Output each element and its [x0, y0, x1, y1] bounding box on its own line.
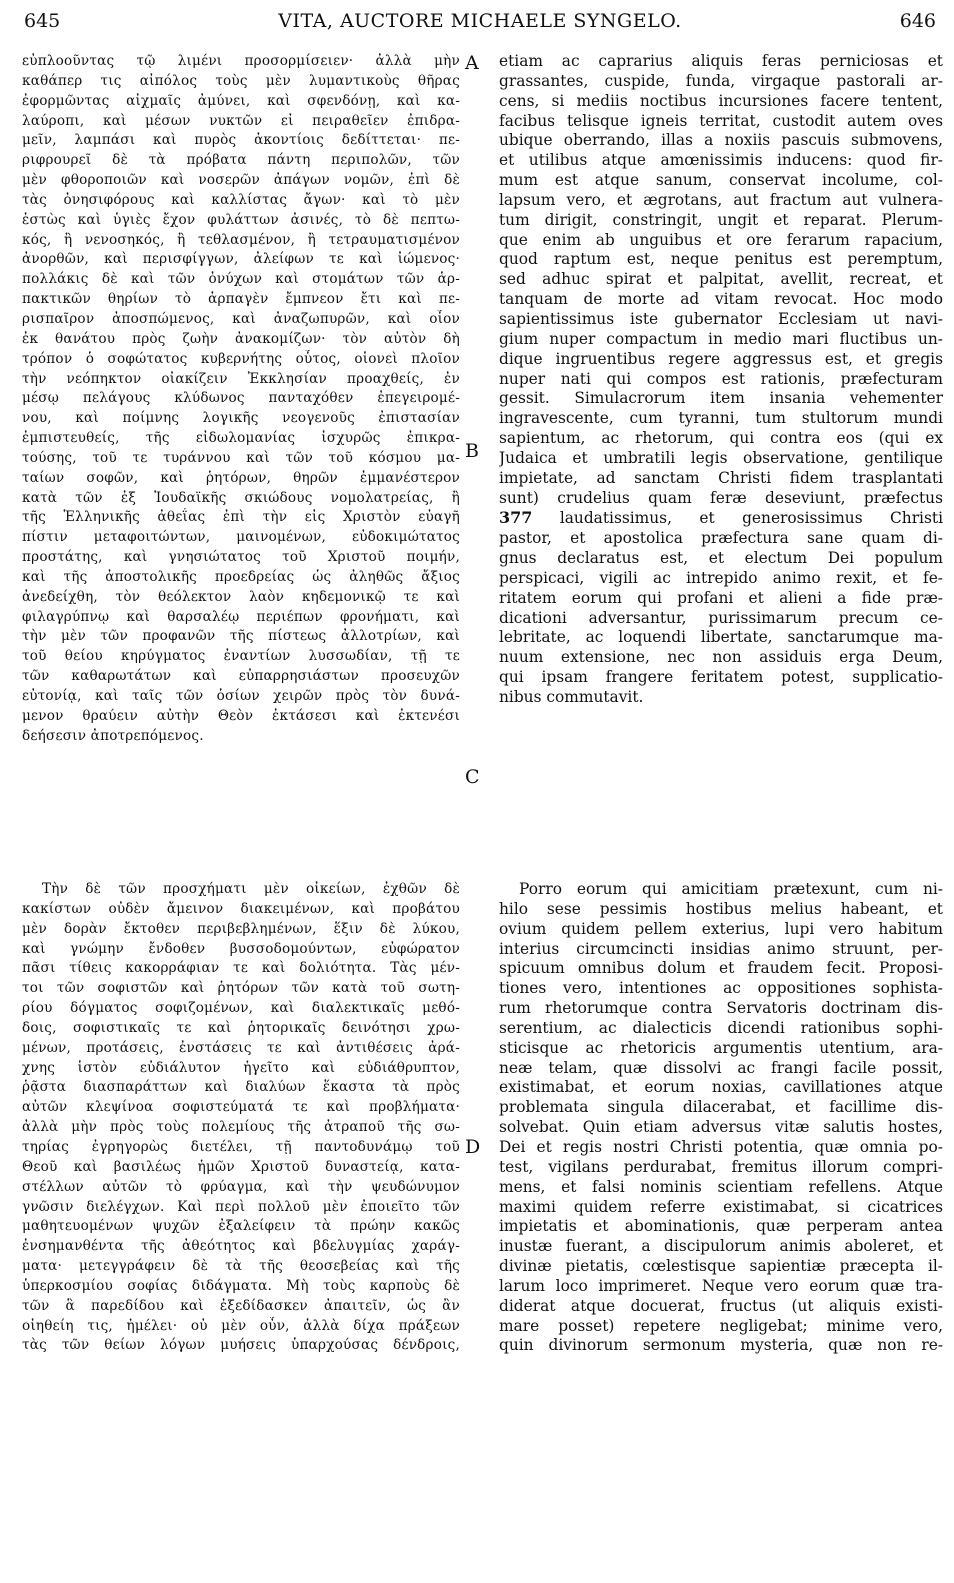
text-line: dique ingruentibus regere aggressus est, et gregis [499, 349, 943, 368]
text-line: tum dirigit, constringit, ungit et reparat. Plerum- [499, 210, 943, 229]
text-line: grassantes, cuspide, funda, virgaque pastorali ar- [499, 71, 943, 90]
text-line: ἐμπιστευθείς, τῆς εἰδωλομανίας ἰσχυρῶς ἐπικρα- [22, 430, 460, 447]
greek-column-paragraph-2 [22, 880, 460, 1356]
text-line: dicationi adversantur, purissimarum precum ce- [499, 608, 943, 627]
text-line: ματα· μετεγγράφειν δὲ τὰ τῆς θεοσεβείας καὶ τῆς [22, 1258, 460, 1275]
greek-column-paragraph-1 [22, 52, 460, 747]
text-line: existimabat, et eorum noxias, cavillationes atque [499, 1078, 943, 1097]
text-line: ἐνσημανθέντα τῆς ἀθεότητος καὶ βδελυγμίας χαράγ- [22, 1238, 460, 1255]
text-line: στέλλων αὐτῶν τὸ φρύαγμα, καὶ τὴν ψευδώνυμον [22, 1178, 460, 1195]
text-line: οἰηθείη τις, ἠμέλει· οὐ μὲν οὖν, ἀλλὰ δίχα πράξεων [22, 1317, 460, 1334]
text-line: spicuum omnibus dolum et fraudem fecit. Proposi- [499, 959, 943, 978]
text-line: δοις, σοφιστικαῖς τε καὶ ῥητορικαῖς δεινότησι χρω- [22, 1019, 460, 1036]
text-line: πᾶσι τίθεις κακορράφιαν τε καὶ δολιότητα. Τὰς μέν- [22, 960, 460, 977]
text-line: τηρίας ἐγρηγορὼς διετέλει, τῇ παντοδυνάμῳ τοῦ [22, 1138, 460, 1155]
text-line: qui ipsam frangere feritatem potest, supplicatio- [499, 668, 943, 687]
text-line: ἀνεδείχθη, τὸν θεόλεκτον λαὸν κηδεμονικῷ τε καὶ [22, 588, 460, 605]
text-line: αὐτῶν κλεψίνοα σοφιστεύματά τε καὶ προβλήματα· [22, 1099, 460, 1116]
text-line: mare posset) repetere negligebat; minime vero, [499, 1316, 943, 1335]
text-line: Θεοῦ καὶ βασιλέως ἡμῶν Χριστοῦ δυναστείᾳ, κατα- [22, 1158, 460, 1175]
text-line: τοι τῶν σοφιστῶν καὶ ῥητόρων τῶν κατὰ τοῦ σωτη- [22, 980, 460, 997]
text-line: tiones vero, intentiones ac oppositiones sophista- [499, 979, 943, 998]
text-line: test, vigilans perdurabat, fremitus illorum compri- [499, 1157, 943, 1176]
text-line: problemata singula dilacerabat, et facillime dis- [499, 1098, 943, 1117]
text-line: ἀνορθῶν, καὶ περισφίγγων, ἀλείφων τε καὶ ἰώμενος· [22, 251, 460, 268]
text-line: sunt) crudelius quam feræ deseviunt, præfectus [499, 488, 943, 507]
text-line: ἀλλὰ μὴν πρὸς τοὺς πολεμίους τῆς ἀτραποῦ τῆς σω- [22, 1119, 460, 1136]
text-line: πακτικῶν θηρίων τὸ ἁρπαγὲν ἔμπνεον ἔτι καὶ πε- [22, 291, 460, 308]
text-line: τῶν καθαρωτάτων καὶ εὐπαρρησιάστων προσευχῶν [22, 668, 460, 685]
text-line: inustæ fuerant, a discipulorum animis aboleret, et [499, 1237, 943, 1256]
text-line: mum est atque sanum, conservat incolume, col- [499, 171, 943, 190]
text-line: lebritate, ac loquendi libertate, sanctarumque ma- [499, 628, 943, 647]
text-line: φιλαγρύπνῳ καὶ θαρσαλέῳ περιέπων φρονήματι, καὶ [22, 608, 460, 625]
latin-column-paragraph-1 [499, 52, 943, 708]
text-line: sapientum, ac rhetorum, qui contra eos (qui ex [499, 429, 943, 448]
text-line: τὴν μὲν τῶν προφανῶν τῆς πίστεως ἀλλοτρίων, καὶ [22, 628, 460, 645]
text-line: ritatem eorum qui profani et alieni a fide præ- [499, 588, 943, 607]
text-line: Judaica et umbratili legis observatione, gentilique [499, 448, 943, 467]
text-line: divinæ pietatis, cœlestisque sapientiæ præcepta il- [499, 1257, 943, 1276]
text-line: et utilibus atque amœnissimis inducens: quod fir- [499, 151, 943, 170]
column-number: 377 [499, 508, 533, 528]
text-line: etiam ac caprarius aliquis feras perniciosas et [499, 52, 943, 70]
text-line: tanquam de morte ad vitam revocat. Hoc modo [499, 290, 943, 309]
text-line: cens, si mediis noctibus incursiones facere tentent, [499, 91, 943, 110]
text-line: τὰς ὀνησιφόρους καὶ καλλίστας ἄγων· καὶ τὸ μὲν [22, 191, 460, 208]
text-line: que enim ab unguibus et ore ferarum rapacium, [499, 230, 943, 249]
text-line: impietatis et abominationis, quæ perperam antea [499, 1217, 943, 1236]
text-line: ρίου δόγματος σοφιζομένων, καὶ διαλεκτικαῖς μεθό- [22, 1000, 460, 1017]
text-line: gnus declaratus est, et electum Dei populum [499, 549, 943, 568]
text-line: μὲν φθοροποιῶν καὶ νοσερῶν ἀπάγων νομῶν, ἐπὶ δὲ [22, 172, 460, 189]
text-line: γνῶσιν διελέγχων. Καὶ περὶ πολλοῦ μὲν ἐποιεῖτο τῶν [22, 1198, 460, 1215]
text-line: ἐκ θανάτου πρὸς ζωὴν ἀνακομίζων· τὸν αὐτὸν δὴ [22, 330, 460, 347]
text-line: gessit. Simulacrorum item insania vehementer [499, 389, 943, 408]
text-line: ῥᾷστα διασπαράττων καὶ διαλύων ἕκαστα τὰ πρὸς [22, 1079, 460, 1096]
text-line: τὴν νεόπηκτον οἰακίζειν Ἐκκλησίαν προαχθείς, ἐν [22, 370, 460, 387]
text-line: κακίστων οὐδὲν ἄμεινον διακειμένων, καὶ προβάτου [22, 900, 460, 917]
text-line: ovium quidem pellem exterius, lupi vero habitum [499, 919, 943, 938]
text-line: ubique oberrando, illas a noxiis pascuis submovens, [499, 131, 943, 150]
text-line: mens, et falsi nominis scientiam refellens. Atque [499, 1177, 943, 1196]
text-line: μένων, προτάσεις, ἐνστάσεις τε καὶ ἀντιθέσεις ἀρά- [22, 1039, 460, 1056]
text-line: τοῦ θείου κηρύγματος ἐναντίων λυσσωδίαν, τῇ τε [22, 648, 460, 665]
text-line: πολλάκις δὲ καὶ τῶν ὀνύχων καὶ στομάτων τῶν ἁρ- [22, 271, 460, 288]
text-line: Τὴν δὲ τῶν προσχήματι μὲν οἰκείων, ἐχθῶν δὲ [42, 881, 460, 897]
text-line: τούσης, τοῦ τε τυράννου καὶ τῶν τοῦ κόσμου μα- [22, 449, 460, 466]
line-text: laudatissimus, et generosissimus Christi [559, 509, 943, 528]
text-line: pastor, et apostolica præfectura sane quam di- [499, 529, 943, 548]
text-line: κός, ἢ νενοσηκός, ἢ τεθλασμένον, ἢ τετραυματισμένον [22, 231, 460, 248]
text-line: facibus telisque igneis territat, custodit autem oves [499, 111, 943, 130]
text-line [499, 508, 943, 529]
text-line: quin divinorum sermonum mysteria, quæ non re- [499, 1336, 943, 1355]
text-line: Porro eorum qui amicitiam prætexunt, cum ni- [519, 880, 943, 898]
text-line: maximi quidem referre existimabat, si cicatrices [499, 1197, 943, 1216]
text-line: εὐπλοοῦντας τῷ λιμένι προσορμίσειεν· ἀλλὰ μὴν [22, 53, 460, 69]
text-line: λαύροπι, καὶ μέσων νυκτῶν εἰ πειραθεῖεν ἐπιδρα- [22, 112, 460, 129]
text-line: gium nuper compactum in medio mari fluctibus un- [499, 329, 943, 348]
page-number-left: 645 [24, 10, 61, 32]
text-line: κατὰ τῶν ἐξ Ἰουδαϊκῆς σκιώδους νομολατρείας, ἢ [22, 489, 460, 506]
text-line: ὑπερκοσμίου σοφίας διδάγματα. Μὴ τοὺς καρποὺς δὲ [22, 1277, 460, 1294]
text-line: εὐτονίᾳ, καὶ ταῖς τῶν ὁσίων χειρῶν πρὸς τὸν δυνά- [22, 688, 460, 704]
text-line: neæ telam, quæ dissolvi ac frangi facile possit, [499, 1058, 943, 1077]
text-line: τρόπον ὁ σοφώτατος κυβερνήτης οὗτος, οἱονεὶ πλοῖον [22, 350, 460, 367]
text-line: nuum extensione, nec non assiduis erga Deum, [499, 648, 943, 667]
text-line: μαθητευομένων ψυχῶν ἐξαλείφειν τὰ πρώην κακῶς [22, 1218, 460, 1235]
running-title: VITA, AUCTORE MICHAELE SYNGELO. [278, 10, 682, 32]
text-line: sed adhuc spirat et palpitat, avellit, recreat, et [499, 270, 943, 289]
text-line: ρισπαῖρον ἀποσπώμενος, καὶ ἀναζωπυρῶν, καὶ οἷον [22, 310, 460, 327]
text-line: προστάτης, καὶ γνησιώτατος τοῦ Χριστοῦ ποιμήν, [22, 549, 460, 566]
text-line: Dei et regis nostri Christi potentia, quæ omnia po- [499, 1137, 943, 1156]
text-line: καὶ γνώμην ἔνδοθεν βυσσοδομούντων, εὐφώρατον [22, 940, 460, 957]
text-line: τῶν ἃ παρεδίδου καὶ ἐξεδίδασκεν ἀπαιτεῖν, ὡς ἂν [22, 1297, 460, 1314]
text-line: ingravescente, cum tyranni, tum stultorum mundi [499, 409, 943, 428]
text-line: πίστιν μεταφοιτώντων, μαινομένων, εὐδοκιμώτατος [22, 529, 460, 546]
text-line: interius circumcincti insidias animo struunt, per- [499, 939, 943, 958]
text-line: δεήσεσιν ἀποτρεπόμενος. [22, 727, 204, 744]
text-line: serentium, ac dialecticis dicendi rationibus sophi- [499, 1018, 943, 1037]
text-line: perspicaci, vigili ac intrepido animo rexit, et fe- [499, 568, 943, 587]
text-line: μενον θραύειν αὐτὴν Θεὸν ἐκτάσεσι καὶ ἐκτενέσι [22, 707, 460, 724]
text-line: sticisque ac rhetoricis argumentis utentium, ara- [499, 1038, 943, 1057]
text-line: χνης ἱστὸν εὐδιάλυτον ἡγεῖτο καὶ εὐδιάθρυπτον, [22, 1059, 460, 1076]
text-line: diderat atque docuerat, fructus (ut aliquis existi- [499, 1296, 943, 1315]
text-line: impietate, ad sanctam Christi fidem trasplantati [499, 468, 943, 487]
section-marker-b: B [465, 440, 479, 462]
text-line: ἑστὼς καὶ ὑγιὲς ἔχον φυλάττων ἀσινές, τὸ δὲ πεπτω- [22, 211, 460, 228]
latin-column-paragraph-2 [499, 880, 943, 1356]
text-line: τὰς τῶν θείων λόγων μυήσεις ὑπαρχούσας δένδροις, [22, 1337, 460, 1354]
text-line: νου, καὶ ποίμνης λογικῆς νεογενοῦς ἐπιστασίαν [22, 410, 460, 427]
text-line: τῆς Ἑλληνικῆς ἀθεΐας ἐπὶ τὴν εἰς Χριστὸν εὐαγῆ [22, 509, 460, 526]
running-header [24, 10, 936, 40]
section-marker-c: C [465, 766, 480, 788]
text-line: nibus commutavit. [499, 688, 644, 706]
text-line: καθάπερ τις αἰπόλος τοὺς μὲν λυμαντικοὺς θῆρας [22, 72, 460, 89]
text-line: μεῖν, λαμπάσι καὶ πυρὸς ἀκοντίοις δεδίττεται· πε- [22, 132, 460, 149]
text-line: μὲν δορὰν ἔκτοθεν περιβεβλημένων, ἕξιν δὲ λύκου, [22, 920, 460, 937]
text-line: nuper nati qui compos est rationis, præfecturam [499, 369, 943, 388]
page-number-right: 646 [899, 10, 936, 32]
text-line: μέσῳ πελάγους κλύδωνος πανταχόθεν ἐπεγειρομέ- [22, 390, 460, 407]
text-line: sapientissimus iste gubernator Ecclesiam ut navi- [499, 309, 943, 328]
text-line: καὶ τῆς ἀποστολικῆς προεδρείας ὡς ἀληθῶς ἄξιος [22, 568, 460, 585]
text-line: ριφρουρεῖ δὲ τὰ πρόβατα πάντη περιπολῶν, τῶν [22, 152, 460, 169]
section-marker-a: A [465, 52, 479, 74]
text-line: larum loco imprimeret. Neque vero eorum quæ tra- [499, 1276, 943, 1295]
text-line: hilo sese pessimis hostibus melius habeant, et [499, 899, 943, 918]
text-line: lapsum vero, et ægrotans, aut fractum aut vulnera- [499, 190, 943, 209]
text-line: solvebat. Quin etiam adversus vitæ salutis hostes, [499, 1118, 943, 1137]
text-line: rum rhetorumque contra Servatoris doctrinam dis- [499, 999, 943, 1018]
text-line: quod raptum est, neque penitus est peremptum, [499, 250, 943, 269]
text-line: ταίων σοφῶν, καὶ ῥητόρων, θηρῶν ἐμμανέστερον [22, 469, 460, 486]
section-marker-d: D [465, 1136, 481, 1158]
text-line: ἐφορμῶντας αἰχμαῖς ἀμύνει, καὶ σφενδόνῃ, καὶ κα- [22, 92, 460, 109]
